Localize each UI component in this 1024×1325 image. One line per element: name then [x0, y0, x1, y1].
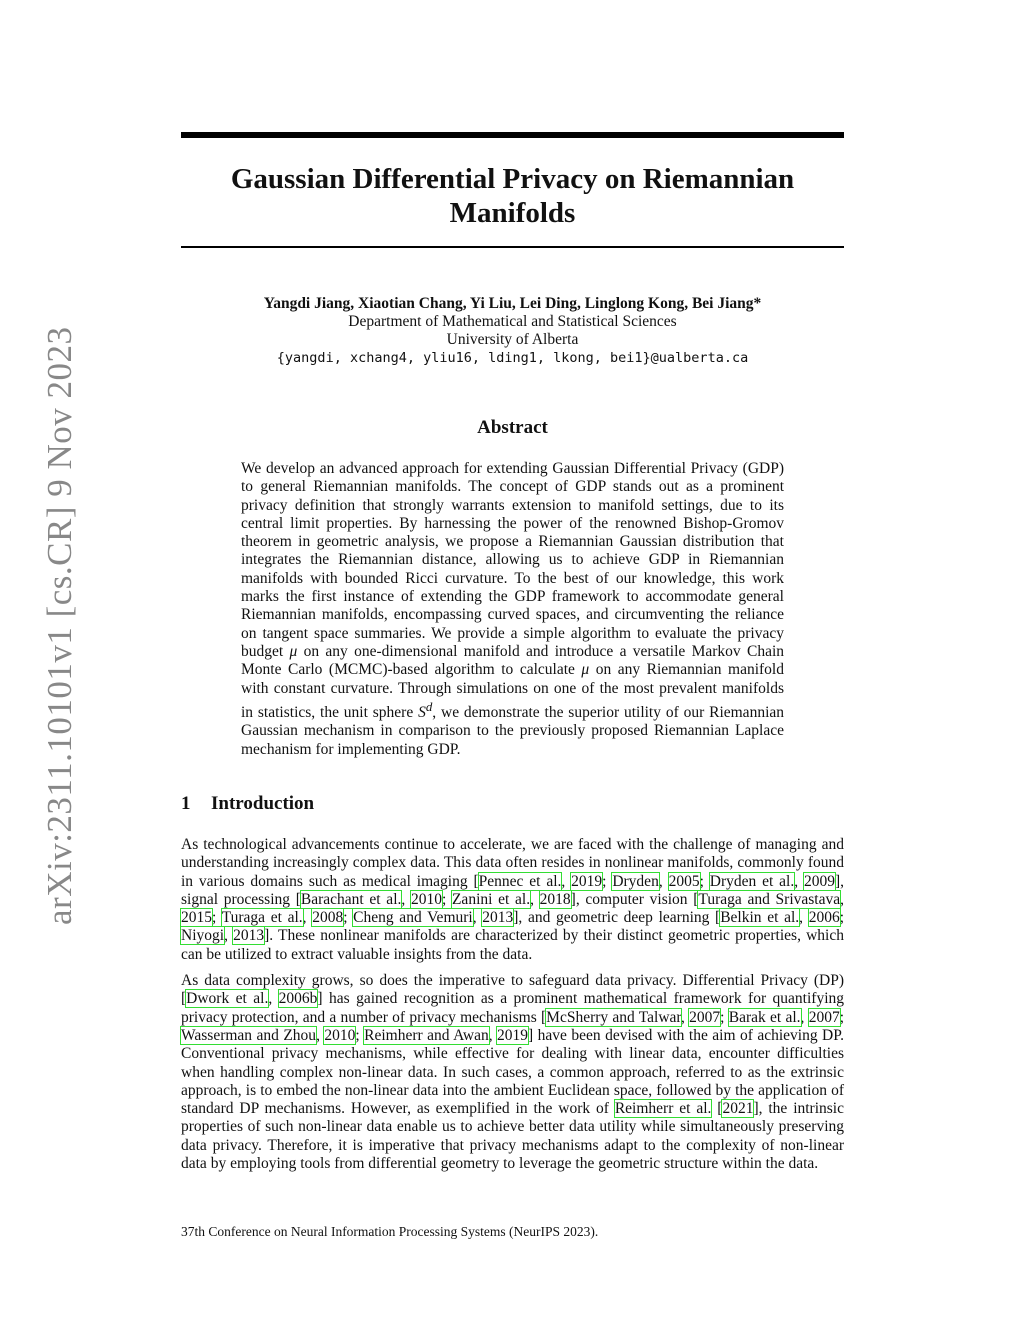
citation-link[interactable]: 2008 [312, 909, 344, 927]
title-bottom-rule [181, 246, 844, 248]
citation-link[interactable]: Dryden et al. [709, 872, 795, 890]
text-span: , [799, 909, 809, 927]
citation-link[interactable]: 2007 [689, 1008, 721, 1026]
citation-link[interactable]: 2019 [497, 1026, 529, 1044]
math-mu: μ [289, 642, 298, 660]
citation-link[interactable]: McSherry and Talwar [546, 1008, 681, 1026]
text-span: , [658, 872, 669, 890]
text-span: ], the intrinsic properties of such non-linear data enable us to achieve better data utility while simultaneously preserving data privacy. Therefore, it is imperative that privacy mechanisms adapt to the complexity of non-linear data by employing tools from differential geometry to leverage the geometric structure within the data. [181, 1100, 844, 1173]
text-span: [ [711, 1100, 723, 1118]
arxiv-side-stamp: arXiv:2311.10101v1 [cs.CR] 9 Nov 2023 [40, 326, 79, 925]
citation-link[interactable]: Turaga and Srivastava [698, 890, 841, 908]
text-span: , [794, 872, 804, 890]
citation-link[interactable]: Niyogi [181, 927, 225, 945]
abstract-text [241, 460, 784, 759]
citation-link[interactable]: 2010 [324, 1026, 356, 1044]
text-span: ], signal processing [ [181, 872, 845, 908]
text-span: , [316, 1026, 325, 1044]
text-span: , [224, 927, 234, 945]
abstract-heading: Abstract [477, 417, 548, 438]
abstract-part-3: on any Riemannian manifold with constant curvature. Through simulations on one of the most prevalent manifolds in statistics, the unit sphere [241, 661, 784, 722]
text-span: , [488, 1026, 498, 1044]
title-line-2: Manifolds [449, 197, 576, 229]
citation-link[interactable]: 2013 [233, 927, 265, 945]
citation-link[interactable]: Barak et al. [728, 1008, 801, 1026]
citation-link[interactable]: 2007 [808, 1008, 840, 1026]
math-sphere-dim: d [425, 698, 433, 714]
author-names: Yangdi Jiang, Xiaotian Chang, Yi Liu, Lei Ding, Linglong Kong, Bei Jiang* [263, 295, 762, 312]
section-heading-introduction [181, 793, 314, 815]
text-span: ; [699, 872, 710, 890]
introduction-body [181, 836, 844, 1181]
text-span: ; [720, 1008, 729, 1026]
paragraph-2 [181, 972, 844, 1173]
text-span: ], computer vision [ [570, 890, 699, 908]
citation-link[interactable]: 2005 [668, 872, 700, 890]
department: Department of Mathematical and Statistical Sciences [348, 313, 677, 330]
math-mu: μ [581, 661, 590, 679]
citation-link[interactable]: Wasserman and Zhou [181, 1026, 317, 1044]
citation-link[interactable]: Turaga et al. [221, 909, 303, 927]
conference-footnote: 37th Conference on Neural Information Processing Systems (NeurIPS 2023). [181, 1224, 599, 1239]
citation-link[interactable]: 2018 [539, 890, 571, 908]
text-span: ; [839, 1008, 845, 1026]
citation-link[interactable]: Pennec et al. [478, 872, 562, 890]
text-span: , [800, 1008, 809, 1026]
citation-link[interactable]: Reimherr and Awan [364, 1026, 489, 1044]
citation-link[interactable]: 2013 [482, 909, 514, 927]
citation-link[interactable]: 2010 [410, 890, 442, 908]
text-span: , [840, 890, 844, 908]
text-span: ] have been devised with the aim of achieving DP. Conventional privacy mechanisms, while effective for dealing with linear data, encounter difficulties when handling complex non-linear data. In such cases, a common approach, referred to as the extrinsic approach, is to embed the non-linear data into the ambient Euclidean space, followed by the application of standard DP mechanisms. However, as exemplified in the work of [181, 1026, 844, 1118]
citation-link[interactable]: Belkin et al. [720, 909, 800, 927]
text-span: , [680, 1008, 690, 1026]
abstract-part-1: We develop an advanced approach for extending Gaussian Differential Privacy (GDP) to general Riemannian manifolds. The concept of GDP stands out as a prominent privacy definition that strongly warrants extension to manifold settings, due to its central limit properties. By harnessing the power of the renowned Bishop-Gromov theorem in geometric analysis, we propose a Riemannian Gaussian distribution that integrates the Riemannian distance, allowing us to achieve GDP in Riemannian manifolds with bounded Ricci curvature. To the best of our knowledge, this work marks the first instance of extending the GDP framework to accommodate general Riemannian manifolds, encompassing curved spaces, and circumventing the reliance on tangent space summaries. We provide a simple algorithm to evaluate the privacy budget [241, 460, 784, 660]
section-title: Introduction [211, 793, 315, 814]
title-line-1: Gaussian Differential Privacy on Riemannian [230, 163, 795, 195]
text-span: ; [441, 890, 452, 908]
university: University of Alberta [446, 331, 579, 348]
text-span: As technological advancements continue to accelerate, we are faced with the challenge of managing and understanding increasingly complex data. This data often resides in nonlinear manifolds, commonly found in various domains such as medical imaging [ [181, 836, 844, 890]
citation-link[interactable]: 2009 [803, 872, 835, 890]
author-block [181, 295, 844, 367]
citation-link[interactable]: Dwork et al. [186, 990, 269, 1008]
paper-title [181, 162, 844, 230]
citation-link[interactable]: Cheng and Vemuri [353, 909, 473, 927]
citation-link[interactable]: Reimherr et al. [614, 1100, 712, 1118]
title-top-rule [181, 132, 844, 138]
text-span: ; [343, 909, 354, 927]
citation-link[interactable]: Barachant et al. [300, 890, 402, 908]
text-span: ; [355, 1026, 365, 1044]
abstract-part-4: , we demonstrate the superior utility of our Riemannian Gaussian mechanism in comparison to the previously proposed Riemannian Laplace mechanism for implementing GDP. [241, 704, 784, 758]
citation-link[interactable]: 2006b [278, 990, 318, 1008]
citation-link[interactable]: 2006 [808, 909, 840, 927]
text-span: , [530, 890, 540, 908]
section-number: 1 [181, 793, 191, 814]
text-span: , [268, 990, 279, 1008]
text-span: ], and geometric deep learning [ [513, 909, 721, 927]
text-span: , [401, 890, 411, 908]
text-span: ]. These nonlinear manifolds are characterized by their distinct geometric properties, which can be utilized to extract valuable insights from the data. [181, 927, 844, 963]
math-sphere: S [418, 704, 426, 722]
paragraph-1 [181, 836, 844, 964]
citation-link[interactable]: 2015 [181, 909, 212, 927]
text-span: ] has gained recognition as a prominent mathematical framework for quantifying privacy protection, and a number of privacy mechanisms [ [181, 990, 845, 1026]
text-span: ; [602, 872, 613, 890]
text-span: ; [212, 909, 222, 927]
text-span: , [472, 909, 483, 927]
citation-link[interactable]: 2021 [722, 1100, 754, 1118]
author-emails: {yangdi, xchang4, yliu16, lding1, lkong, bei1}@ualberta.ca [276, 350, 749, 366]
citation-link[interactable]: 2019 [571, 872, 603, 890]
abstract-part-2: on any one-dimensional manifold and introduce a versatile Markov Chain Monte Carlo (MCMC)-based algorithm to calculate [241, 642, 785, 679]
text-span: , [302, 909, 313, 927]
citation-link[interactable]: Dryden [612, 872, 659, 890]
citation-link[interactable]: Zanini et al. [451, 890, 531, 908]
text-span: , [561, 872, 572, 890]
text-span: ; [839, 909, 844, 927]
text-span: As data complexity grows, so does the imperative to safeguard data privacy. Differential Privacy (DP) [ [181, 972, 844, 1008]
